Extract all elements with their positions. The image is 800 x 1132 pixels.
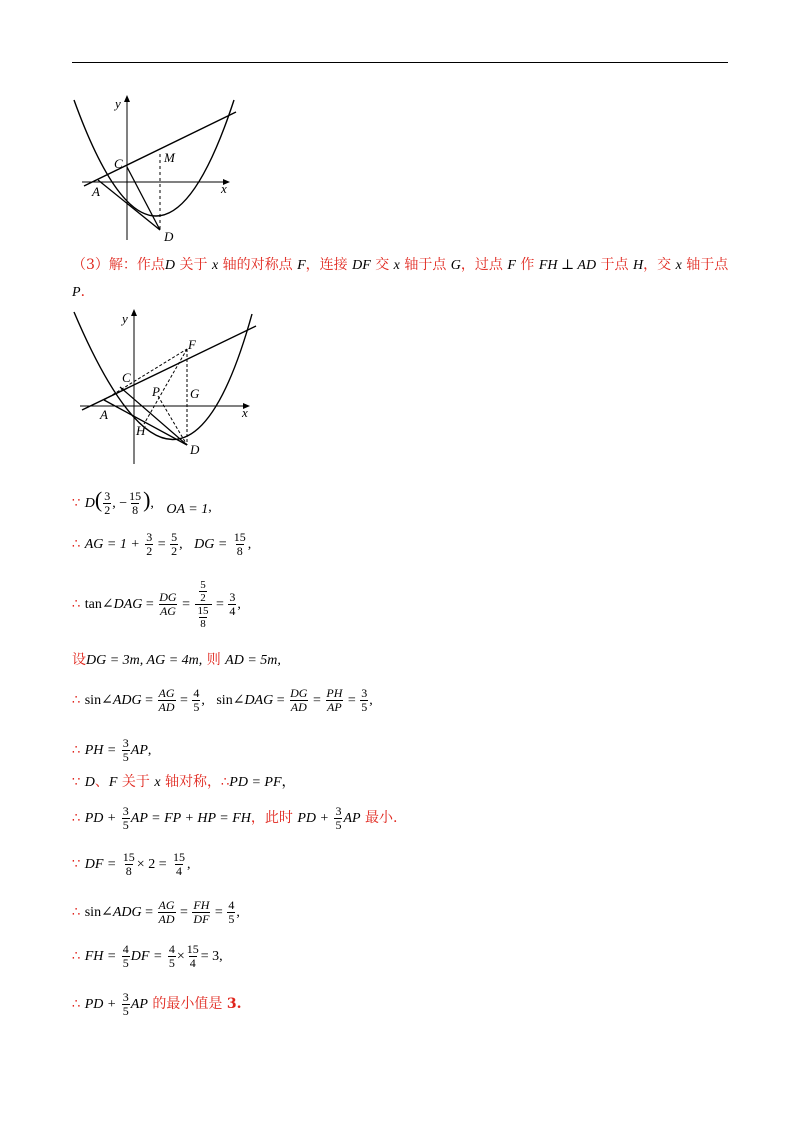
step3-text: （3）解：作点D 关于 x 轴的对称点 F，连接 DF 交 x 轴于点 G，过点 F 作 FH ⊥ AD 于点 H，交 x 轴于点 (72, 257, 729, 273)
fig2-line-ac (82, 326, 256, 410)
line-2: ∴ AG = 1 + $\frac{3}{2}$ = $\frac{5}{2}$ , DG = $\frac{15}{8}$ , (72, 529, 252, 558)
fig1-line-ad (98, 180, 160, 230)
fig1-label-m: M (164, 150, 175, 165)
fig2-label-d: D (190, 442, 200, 457)
fig2-label-g: G (190, 386, 200, 401)
header-rule (72, 62, 728, 63)
fig1-label-y: y (115, 96, 121, 111)
line-9: ∵ DF = $\frac{15}{8}$ × 2 = $\frac{15}{4}$ , (72, 849, 191, 878)
line-6: ∴ PH = $\frac{3}{5}$ AP, (72, 735, 152, 764)
line-12: ∴ PD + $\frac{3}{5}$ AP 的最小值是 3. (72, 989, 242, 1018)
line-4: 设DG = 3m, AG = 4m, 则 AD = 5m, (72, 652, 281, 668)
line-1: ∵ D( $\frac{3}{2}$ , − $\frac{15}{8}$ ), OA = 1, (72, 487, 212, 517)
line-3: ∴ tan∠DAG = $\frac{DG}{AG}$ = $\frac{\frac{5}{2}}{\frac{15}{8}}$ = $\frac{3}{4}$ , (72, 578, 241, 630)
fig2-y-arrow (131, 309, 137, 316)
figure-1-parabola (72, 92, 242, 242)
fig1-label-a: A (92, 184, 100, 199)
line-10: ∴ sin∠ADG = $\frac{AG}{AD}$ = $\frac{FH}{DF}$ = $\frac{4}{5}$ , (72, 897, 240, 926)
fig2-label-p: P (152, 384, 160, 399)
fig2-label-f: F (188, 337, 196, 352)
fig1-label-d: D (164, 229, 174, 242)
fig1-label-c: C (114, 156, 123, 171)
fig2-label-y: y (122, 311, 128, 326)
line-5: ∴ sin∠ADG = $\frac{AG}{AD}$ = $\frac{4}{5}$ , sin∠DAG = $\frac{DG}{AD}$ = $\frac{PH}{AP}$ = $\frac{3}{5}$ , (72, 685, 373, 714)
line-11: ∴ FH = $\frac{4}{5}$ DF = $\frac{4}{5}$ × $\frac{15}{4}$ = 3, (72, 941, 223, 970)
fig2-label-c: C (122, 370, 131, 385)
fig1-label-x: x (221, 181, 227, 196)
fig1-y-arrow (124, 95, 130, 102)
fig2-label-a: A (100, 407, 108, 422)
fig2-label-h: H (136, 423, 146, 438)
line-8: ∴ PD + $\frac{3}{5}$ AP = FP + HP = FH，此时 PD + $\frac{3}{5}$ AP 最小. (72, 803, 398, 832)
fig2-label-x: x (242, 405, 248, 420)
line-7: ∵ D、F 关于 x 轴对称，∴PD = PF， (72, 774, 296, 790)
fig1-line-cd (127, 167, 160, 230)
fig2-line-ad (104, 400, 187, 445)
figure-2-parabola (72, 306, 262, 466)
fig2-line-af (104, 349, 187, 400)
step3-text-cont: P． (72, 284, 95, 300)
